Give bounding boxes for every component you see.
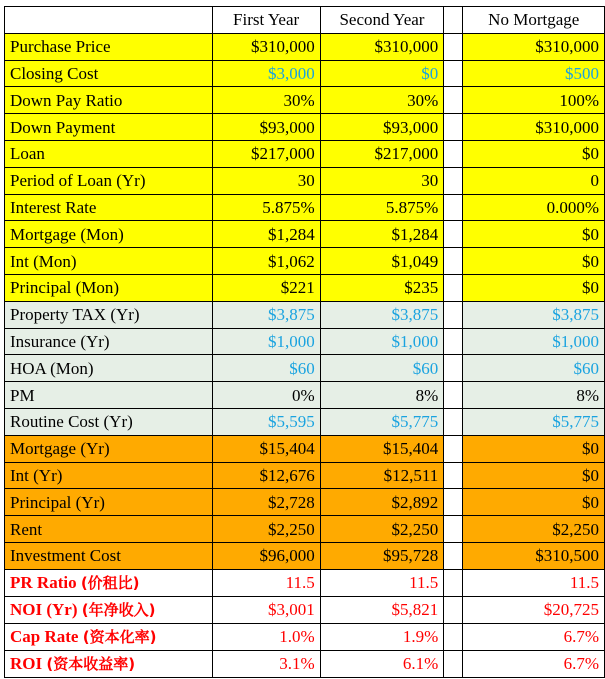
row-label-cell[interactable]: Principal (Mon)	[5, 274, 213, 301]
no-mortgage-value-cell[interactable]: $310,000	[463, 33, 605, 60]
second-year-value-cell[interactable]: $217,000	[320, 140, 444, 167]
row-label-chinese: (资本收益率)	[46, 654, 136, 673]
second-year-value-cell[interactable]: $310,000	[320, 33, 444, 60]
no-mortgage-value-cell[interactable]: 6.7%	[463, 650, 605, 677]
table-row-pr-ratio	[5, 569, 605, 596]
first-year-value-cell[interactable]: $3,000	[212, 60, 320, 87]
no-mortgage-value-cell[interactable]: $2,250	[463, 516, 605, 543]
no-mortgage-value-cell[interactable]: 100%	[463, 87, 605, 114]
row-label-cell[interactable]: Down Pay Ratio	[5, 87, 213, 114]
no-mortgage-value-cell[interactable]: $310,000	[463, 114, 605, 141]
row-label-cell[interactable]: Period of Loan (Yr)	[5, 167, 213, 194]
table-row-roi	[5, 650, 605, 677]
gap-cell[interactable]	[444, 542, 463, 569]
table-row-loan	[5, 140, 605, 167]
table-row-noi	[5, 596, 605, 623]
first-year-value-cell[interactable]: $5,595	[212, 408, 320, 435]
gap-cell[interactable]	[444, 33, 463, 60]
row-label: NOI (Yr)	[10, 599, 78, 619]
second-year-value-cell[interactable]: 11.5	[320, 569, 444, 596]
second-year-value-cell[interactable]: $2,892	[320, 489, 444, 516]
second-year-value-cell[interactable]: $93,000	[320, 114, 444, 141]
mortgage-comparison-table	[4, 6, 605, 678]
table-row-hoa	[5, 355, 605, 382]
first-year-value-cell[interactable]: $3,001	[212, 596, 320, 623]
gap-cell[interactable]	[444, 301, 463, 328]
second-year-value-cell[interactable]: $235	[320, 274, 444, 301]
table-row-mortgage-mon	[5, 221, 605, 248]
no-mortgage-value-cell[interactable]: $0	[463, 248, 605, 275]
first-year-value-cell[interactable]: $2,728	[212, 489, 320, 516]
first-year-value-cell[interactable]: $1,000	[212, 328, 320, 355]
header-row	[5, 7, 605, 34]
second-year-value-cell[interactable]: $0	[320, 60, 444, 87]
first-year-value-cell[interactable]: 30	[212, 167, 320, 194]
row-label-cell[interactable]: Purchase Price	[5, 33, 213, 60]
second-year-value-cell[interactable]: $1,049	[320, 248, 444, 275]
first-year-value-cell[interactable]: $2,250	[212, 516, 320, 543]
row-label: Cap Rate	[10, 626, 79, 646]
table-row-down-pay-ratio	[5, 87, 605, 114]
row-label-cell[interactable]: Property TAX (Yr)	[5, 301, 213, 328]
second-year-value-cell[interactable]: $5,775	[320, 408, 444, 435]
table-row-rent	[5, 516, 605, 543]
first-year-value-cell[interactable]: $310,000	[212, 33, 320, 60]
no-mortgage-value-cell[interactable]: $3,875	[463, 301, 605, 328]
no-mortgage-value-cell[interactable]: $0	[463, 462, 605, 489]
row-label: ROI	[10, 653, 43, 673]
no-mortgage-value-cell[interactable]: $60	[463, 355, 605, 382]
gap-cell[interactable]	[444, 516, 463, 543]
header-second-year[interactable]: Second Year	[320, 7, 444, 34]
row-label: PR Ratio	[10, 572, 77, 592]
second-year-value-cell[interactable]: 30%	[320, 87, 444, 114]
second-year-value-cell[interactable]: $2,250	[320, 516, 444, 543]
row-label-cell[interactable]: Int (Mon)	[5, 248, 213, 275]
gap-cell[interactable]	[444, 462, 463, 489]
table-row-principal-yr	[5, 489, 605, 516]
first-year-value-cell[interactable]: $217,000	[212, 140, 320, 167]
second-year-value-cell[interactable]: $95,728	[320, 542, 444, 569]
table-row-pm	[5, 382, 605, 409]
row-label-cell[interactable]: Down Payment	[5, 114, 213, 141]
gap-cell[interactable]	[444, 435, 463, 462]
table-row-property-tax	[5, 301, 605, 328]
row-label-chinese: (价租比)	[80, 573, 140, 592]
first-year-value-cell[interactable]: $12,676	[212, 462, 320, 489]
no-mortgage-value-cell[interactable]: 8%	[463, 382, 605, 409]
row-label-chinese: (资本化率)	[82, 627, 157, 646]
first-year-value-cell[interactable]: $96,000	[212, 542, 320, 569]
row-label-cell[interactable]: HOA (Mon)	[5, 355, 213, 382]
first-year-value-cell[interactable]: 30%	[212, 87, 320, 114]
no-mortgage-value-cell[interactable]: $500	[463, 60, 605, 87]
row-label-cell[interactable]: Rent	[5, 516, 213, 543]
no-mortgage-value-cell[interactable]: $0	[463, 274, 605, 301]
second-year-value-cell[interactable]: $1,284	[320, 221, 444, 248]
row-label-cell[interactable]	[5, 623, 213, 650]
no-mortgage-value-cell[interactable]: $0	[463, 221, 605, 248]
table-row-int-mon	[5, 248, 605, 275]
no-mortgage-value-cell[interactable]: $0	[463, 435, 605, 462]
second-year-value-cell[interactable]: $15,404	[320, 435, 444, 462]
no-mortgage-value-cell[interactable]: $5,775	[463, 408, 605, 435]
gap-cell[interactable]	[444, 623, 463, 650]
table-row-investment-cost	[5, 542, 605, 569]
second-year-value-cell[interactable]: $60	[320, 355, 444, 382]
first-year-value-cell[interactable]: 0%	[212, 382, 320, 409]
no-mortgage-value-cell[interactable]: 11.5	[463, 569, 605, 596]
gap-cell[interactable]	[444, 489, 463, 516]
row-label-cell[interactable]: Insurance (Yr)	[5, 328, 213, 355]
row-label-cell[interactable]: PM	[5, 382, 213, 409]
second-year-value-cell[interactable]: $1,000	[320, 328, 444, 355]
table-row-int-yr	[5, 462, 605, 489]
gap-cell[interactable]	[444, 87, 463, 114]
gap-cell[interactable]	[444, 167, 463, 194]
gap-cell[interactable]	[444, 382, 463, 409]
gap-cell[interactable]	[444, 274, 463, 301]
table-row-interest-rate	[5, 194, 605, 221]
row-label-cell[interactable]: Investment Cost	[5, 542, 213, 569]
no-mortgage-value-cell[interactable]: $20,725	[463, 596, 605, 623]
row-label-cell[interactable]: Interest Rate	[5, 194, 213, 221]
gap-cell[interactable]	[444, 140, 463, 167]
row-label-cell[interactable]: Principal (Yr)	[5, 489, 213, 516]
table-row-routine-cost	[5, 408, 605, 435]
table-row-period-of-loan	[5, 167, 605, 194]
table-row-down-payment	[5, 114, 605, 141]
table-row-cap-rate	[5, 623, 605, 650]
row-label-cell[interactable]: Closing Cost	[5, 60, 213, 87]
table-row-insurance	[5, 328, 605, 355]
row-label-chinese: (年净收入)	[81, 600, 156, 619]
second-year-value-cell[interactable]: 6.1%	[320, 650, 444, 677]
gap-cell[interactable]	[444, 60, 463, 87]
table-row-mortgage-yr	[5, 435, 605, 462]
first-year-value-cell[interactable]: $60	[212, 355, 320, 382]
second-year-value-cell[interactable]: $5,821	[320, 596, 444, 623]
gap-cell[interactable]	[444, 596, 463, 623]
first-year-value-cell[interactable]: $3,875	[212, 301, 320, 328]
row-label-cell[interactable]: Routine Cost (Yr)	[5, 408, 213, 435]
header-corner-cell[interactable]	[5, 7, 213, 34]
no-mortgage-value-cell[interactable]: $1,000	[463, 328, 605, 355]
row-label-cell[interactable]	[5, 569, 213, 596]
gap-cell[interactable]	[444, 328, 463, 355]
gap-cell[interactable]	[444, 221, 463, 248]
row-label-cell[interactable]: Loan	[5, 140, 213, 167]
gap-cell[interactable]	[444, 114, 463, 141]
row-label-cell[interactable]: Mortgage (Mon)	[5, 221, 213, 248]
gap-cell[interactable]	[444, 248, 463, 275]
second-year-value-cell[interactable]: 8%	[320, 382, 444, 409]
table-row-closing-cost	[5, 60, 605, 87]
first-year-value-cell[interactable]: 11.5	[212, 569, 320, 596]
row-label-cell[interactable]	[5, 596, 213, 623]
second-year-value-cell[interactable]: 1.9%	[320, 623, 444, 650]
row-label-cell[interactable]: Mortgage (Yr)	[5, 435, 213, 462]
no-mortgage-value-cell[interactable]: 6.7%	[463, 623, 605, 650]
row-label-cell[interactable]	[5, 650, 213, 677]
second-year-value-cell[interactable]: 30	[320, 167, 444, 194]
no-mortgage-value-cell[interactable]: $0	[463, 140, 605, 167]
gap-cell[interactable]	[444, 408, 463, 435]
gap-cell[interactable]	[444, 650, 463, 677]
second-year-value-cell[interactable]: $3,875	[320, 301, 444, 328]
no-mortgage-value-cell[interactable]: 0	[463, 167, 605, 194]
first-year-value-cell[interactable]: $15,404	[212, 435, 320, 462]
table-row-principal-mon	[5, 274, 605, 301]
first-year-value-cell[interactable]: $221	[212, 274, 320, 301]
first-year-value-cell[interactable]: $93,000	[212, 114, 320, 141]
first-year-value-cell[interactable]: 3.1%	[212, 650, 320, 677]
gap-cell[interactable]	[444, 194, 463, 221]
first-year-value-cell[interactable]: 1.0%	[212, 623, 320, 650]
no-mortgage-value-cell[interactable]: 0.000%	[463, 194, 605, 221]
first-year-value-cell[interactable]: $1,284	[212, 221, 320, 248]
header-first-year[interactable]: First Year	[212, 7, 320, 34]
second-year-value-cell[interactable]: $12,511	[320, 462, 444, 489]
row-label-cell[interactable]: Int (Yr)	[5, 462, 213, 489]
first-year-value-cell[interactable]: 5.875%	[212, 194, 320, 221]
gap-cell[interactable]	[444, 569, 463, 596]
first-year-value-cell[interactable]: $1,062	[212, 248, 320, 275]
no-mortgage-value-cell[interactable]: $0	[463, 489, 605, 516]
gap-cell[interactable]	[444, 355, 463, 382]
header-no-mortgage[interactable]: No Mortgage	[463, 7, 605, 34]
header-gap-cell[interactable]	[444, 7, 463, 34]
second-year-value-cell[interactable]: 5.875%	[320, 194, 444, 221]
no-mortgage-value-cell[interactable]: $310,500	[463, 542, 605, 569]
table-row-purchase-price	[5, 33, 605, 60]
